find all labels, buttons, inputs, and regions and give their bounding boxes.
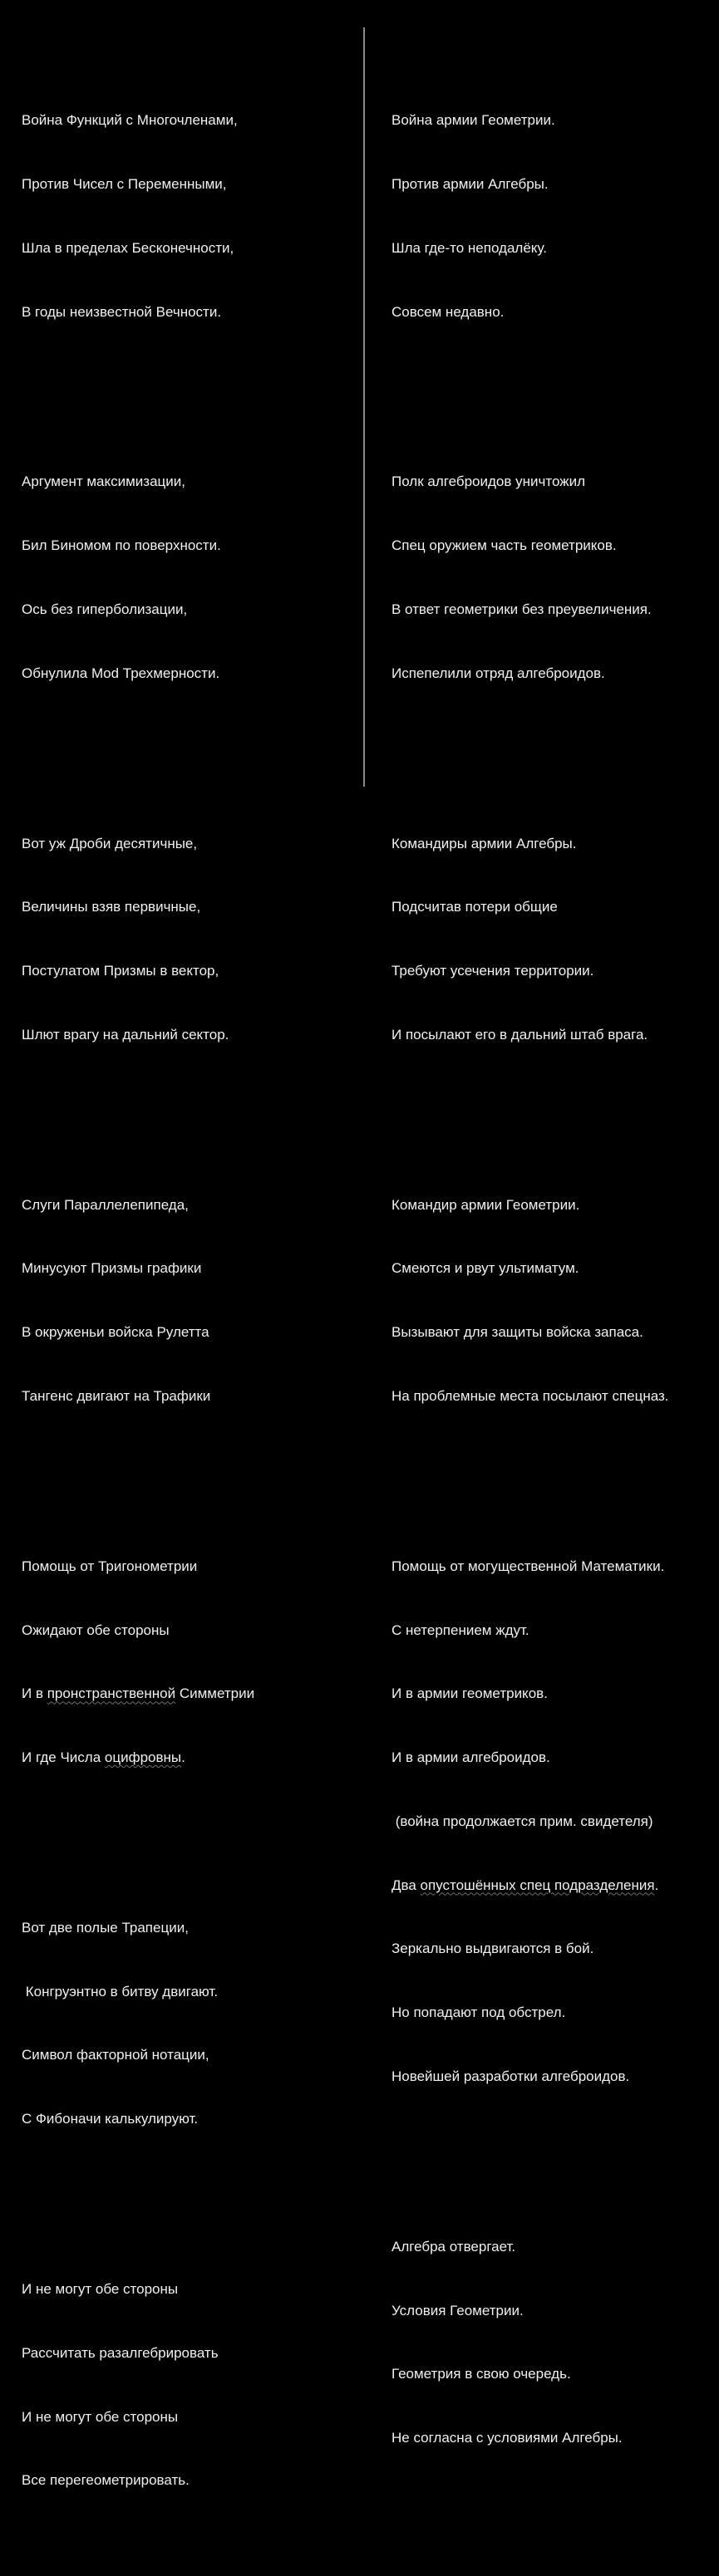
poem-line: Спец оружием часть геометриков. [392,537,617,554]
right-poem [392,25,716,2534]
poem-line: С нетерпением ждут. [392,1622,529,1638]
poem-line: И в армии геометриков. [392,1685,548,1702]
text-run: И где Числа [22,1749,105,1766]
poem-line: (война продолжается прим. свидетеля) [392,1813,653,1829]
poem-line: Минусуют Призмы графики [22,1260,202,1277]
poem-line: И посылают его в дальний штаб врага. [392,1026,648,1043]
right-stanza-6 [392,2194,716,2491]
column-divider [363,27,365,787]
poem-line: Не согласна с условиями Алгебры. [392,2430,623,2446]
poem-line: Командиры армии Алгебры. [392,835,577,851]
poem-line: Помощь от могущественной Математики. [392,1558,665,1574]
poem-line: Новейшей разработки алгеброидов. [392,2068,630,2084]
poem-line [22,1683,354,1705]
right-stanza-2 [392,429,716,726]
poem-line: Алгебра отвергает. [392,2238,516,2255]
poem-line: Полк алгеброидов уничтожил [392,473,586,490]
text-run: . [654,1877,659,1893]
right-stanza-3 [392,790,716,1087]
poem-line: Постулатом Призмы в вектор, [22,963,219,979]
poem-line: Война Функций с Многочленами, [22,112,238,129]
poem-line: Смеются и рвут ультиматум. [392,1260,579,1277]
poem-line [22,1747,354,1769]
poem-line: И в армии алгеброидов. [392,1749,550,1766]
poem-line: Требуют усечения территории. [392,963,594,979]
poem-line: Тангенс двигают на Трафики [22,1388,211,1404]
poem-line: Против армии Алгебры. [392,176,549,193]
poem-line [392,1875,716,1896]
poem-line: В ответ геометрики без преувеличения. [392,601,652,618]
poem-line: С Фибоначи калькулируют. [22,2111,199,2127]
text-run: Два [392,1877,421,1893]
left-poem [22,25,354,2576]
left-stanza-6 [22,1875,354,2172]
right-stanza-4 [392,1151,716,1449]
poem-line: И не могут обе стороны [22,2280,179,2297]
poem-line: Рассчитать разалгебрировать [22,2344,219,2361]
left-stanza-2 [22,429,354,726]
poem-line: Шла в пределах Бесконечности, [22,239,234,256]
poem-line: Шла где-то неподалёку. [392,239,547,256]
spellcheck-underline: опустошённых спец подразделения [420,1877,655,1893]
right-stanza-1 [392,67,716,365]
poem-line: И не могут обе стороны [22,2408,179,2425]
poem-line: Зеркально выдвигаются в бой. [392,1941,594,1957]
text-run: И в [22,1685,47,1702]
poem-line: Конгруэнтно в битву двигают. [22,1983,219,1999]
left-stanza-5 [22,1514,354,1811]
poem-line: Вот две полые Трапеции, [22,1919,189,1936]
poem-line: Испепелили отряд алгеброидов. [392,665,605,681]
poem-line: В окруженьи войска Рулетта [22,1324,209,1341]
poem-line: Величины взяв первичные, [22,899,201,915]
poem-line: Бил Биномом по поверхности. [22,537,221,554]
left-stanza-3 [22,790,354,1087]
poem-line: Символ факторной нотации, [22,2047,209,2063]
poem-line: Шлют врагу на дальний сектор. [22,1026,229,1043]
poem-line: Геометрия в свою очередь. [392,2366,571,2382]
poem-line: Вот уж Дроби десятичные, [22,835,198,851]
poem-line: В годы неизвестной Вечности. [22,303,222,320]
poem-line: Обнулила Mod Трехмерности. [22,665,220,681]
poem-line: Слуги Параллелепипеда, [22,1196,189,1213]
spellcheck-underline: оцифровны [104,1749,182,1766]
left-stanza-4 [22,1151,354,1449]
poem-line: Все перегеометрировать. [22,2472,190,2489]
poem-line: Совсем недавно. [392,303,505,320]
poem-line: Вызывают для защиты войска запаса. [392,1324,643,1341]
poem-line: Помощь от Тригонометрии [22,1558,198,1574]
poem-line: Аргумент максимизации, [22,473,185,490]
right-stanza-5 [392,1514,716,2130]
poem-line: Условия Геометрии. [392,2302,524,2318]
text-run: Симметрии [175,1685,255,1702]
text-run: . [181,1749,185,1766]
poem-line: Против Чисел с Переменными, [22,176,227,193]
left-stanza-1 [22,67,354,365]
poem-line: Подсчитав потери общие [392,899,558,915]
poem-line: Война армии Геометрии. [392,112,555,129]
poem-line: Ожидают обе стороны [22,1622,170,1638]
spellcheck-underline: пронстранственной [47,1685,176,1702]
poem-line: Командир армии Геометрии. [392,1196,580,1213]
poem-line: Ось без гиперболизации, [22,601,188,618]
poem-line: Но попадают под обстрел. [392,2004,566,2021]
left-stanza-7 [22,2236,354,2534]
poem-line: На проблемные места посылают спецназ. [392,1388,669,1404]
